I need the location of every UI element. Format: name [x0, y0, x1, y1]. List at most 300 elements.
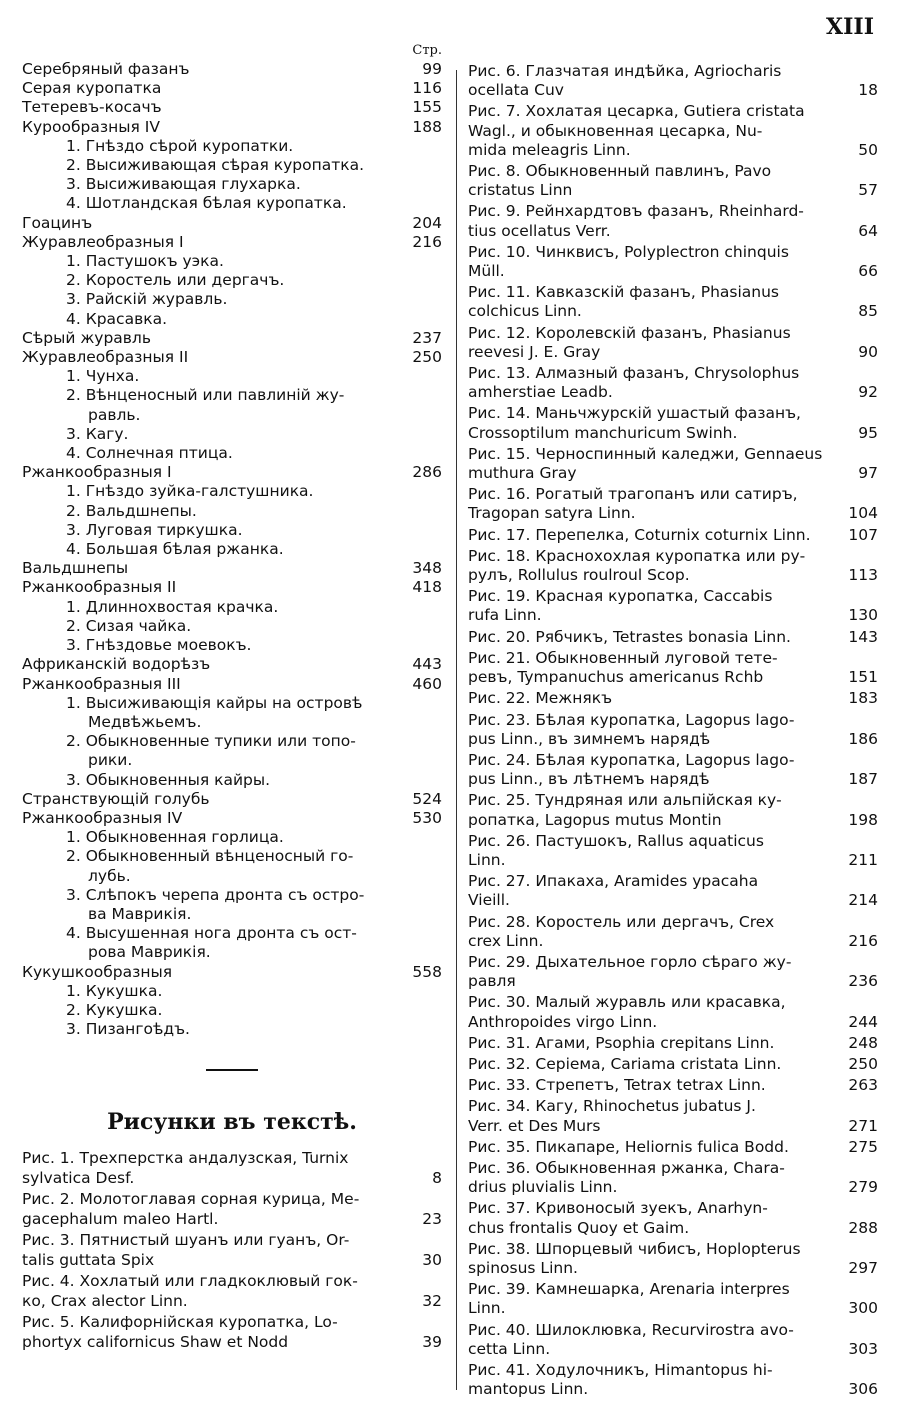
- figure-caption: [468, 791, 840, 829]
- figure-caption-line: Рис. 10. Чинквисъ, Polyplectron chinquis: [468, 242, 789, 261]
- figure-caption: [468, 1159, 840, 1197]
- toc-entry-text: Серебряный фазанъ: [22, 60, 190, 78]
- toc-entry-page: 116: [412, 79, 442, 98]
- toc-entry-text: 4. Красавка.: [66, 309, 167, 328]
- toc-entry: [22, 867, 442, 886]
- figure-caption-line: ко, Crax alector Linn.: [22, 1291, 188, 1310]
- figure-caption-line: равля: [468, 972, 516, 991]
- toc-entry-text: рики.: [88, 751, 133, 770]
- figure-caption: [468, 364, 840, 402]
- figure-caption-line: drius pluvialis Linn.: [468, 1178, 618, 1197]
- toc-entry-text: 3. Луговая тиркушка.: [66, 520, 243, 539]
- toc-entry: [22, 367, 442, 386]
- toc-entry: [22, 713, 442, 732]
- figure-entry: [468, 1159, 878, 1197]
- figure-entry: [22, 1231, 442, 1270]
- figure-entry: [468, 1199, 878, 1237]
- figure-caption-line: Рис. 31. Агами, Psophia crepitans Linn.: [468, 1033, 775, 1052]
- toc-entry-text: 4. Шотландская бѣлая куропатка.: [66, 194, 347, 213]
- toc-entry-text: Журавлеобразныя I: [22, 232, 184, 251]
- figure-entry: [468, 1280, 878, 1318]
- figure-caption-line: Linn.: [468, 850, 506, 869]
- figure-caption-line: Рис. 13. Алмазный фазанъ, Chrysolophus: [468, 364, 800, 383]
- figure-caption: [468, 1280, 840, 1318]
- section-rule: [206, 1069, 258, 1071]
- toc-entry: [22, 655, 442, 674]
- figure-entry: [468, 751, 878, 789]
- toc-entry-page: 188: [412, 117, 442, 136]
- toc-entry-text: 3. Райскій журавль.: [66, 290, 228, 309]
- figure-caption: [468, 1138, 840, 1157]
- figure-page: 104: [848, 504, 878, 523]
- figure-caption: [468, 1321, 840, 1359]
- figure-caption: [22, 1190, 404, 1229]
- toc-entry-text: Вальдшнепы: [22, 559, 129, 578]
- toc-entry-text: 2. Сизая чайка.: [66, 616, 192, 635]
- figure-entry: [468, 243, 878, 281]
- table-of-contents: [22, 60, 442, 1039]
- toc-entry: [22, 905, 442, 924]
- figure-entry: [468, 628, 878, 647]
- figure-entry: [468, 324, 878, 362]
- toc-entry-page: 250: [412, 348, 442, 367]
- figure-page: 113: [848, 566, 878, 585]
- toc-entry-text: 2. Вальдшнепы.: [66, 501, 197, 520]
- figure-caption: [22, 1272, 404, 1311]
- toc-entry-text: 2. Кукушка.: [66, 1000, 163, 1019]
- figure-caption: [22, 1231, 404, 1270]
- toc-entry: [22, 617, 442, 636]
- toc-entry: [22, 790, 442, 809]
- figure-caption: [468, 1076, 840, 1095]
- toc-entry-page: 237: [412, 328, 442, 347]
- toc-entry-text: 4. Высушенная нога дронта съ ост-: [66, 924, 357, 943]
- toc-entry: [22, 194, 442, 213]
- figure-entry: [468, 953, 878, 991]
- figure-entry: [468, 993, 878, 1031]
- toc-entry: [22, 310, 442, 329]
- figure-page: 64: [858, 221, 878, 240]
- toc-entry: [22, 118, 442, 137]
- toc-entry-page: 530: [412, 808, 442, 827]
- figure-caption-line: Verr. et Des Murs: [468, 1116, 601, 1135]
- toc-entry-text: Ржанкообразныя III: [22, 674, 181, 693]
- toc-entry-text: 3. Пизангоѣдъ.: [66, 1020, 190, 1039]
- figure-caption-line: Рис. 27. Ипакаха, Aramides ypacaha: [468, 872, 759, 891]
- figure-caption-line: Рис. 9. Рейнхардтовъ фазанъ, Rheinhard-: [468, 202, 804, 221]
- figure-page: 183: [848, 689, 878, 708]
- section-title: Рисунки въ текстѣ.: [107, 1109, 357, 1136]
- figure-caption: [468, 993, 840, 1031]
- figure-caption: [468, 1034, 840, 1053]
- right-column: [468, 62, 878, 1401]
- toc-entry-page: 418: [412, 578, 442, 597]
- toc-entry-text: 3. Высиживающая глухарка.: [66, 175, 301, 194]
- figure-caption-line: ревъ, Tympanuchus americanus Rchb: [468, 668, 764, 687]
- figure-caption: [22, 1149, 404, 1188]
- figure-caption: [468, 1097, 840, 1135]
- toc-entry-page: 558: [412, 962, 442, 981]
- figure-caption-line: Anthropoides virgo Linn.: [468, 1012, 658, 1031]
- toc-entry: [22, 559, 442, 578]
- figure-caption: [468, 445, 840, 483]
- figure-page: 50: [858, 140, 878, 159]
- toc-entry: [22, 771, 442, 790]
- toc-entry: [22, 828, 442, 847]
- figure-caption-line: Рис. 40. Шилоклювка, Recurvirostra avo-: [468, 1320, 794, 1339]
- figure-caption-line: Рис. 36. Обыкновенная ржанка, Chara-: [468, 1158, 785, 1177]
- figure-caption: [468, 547, 840, 585]
- toc-entry-text: Сѣрый журавль: [22, 328, 151, 347]
- figure-caption-line: mida meleagris Linn.: [468, 140, 631, 159]
- figure-entry: [468, 1240, 878, 1278]
- toc-entry: [22, 963, 442, 982]
- figure-caption-line: Рис. 41. Ходулочникъ, Himantopus hi-: [468, 1361, 773, 1379]
- figure-page: 288: [848, 1218, 878, 1237]
- toc-entry-text: Кукушкообразныя: [22, 962, 173, 981]
- figure-page: 8: [432, 1168, 442, 1187]
- figure-page: 198: [848, 810, 878, 829]
- figure-entry: [468, 485, 878, 523]
- figure-caption-line: ocellata Cuv: [468, 81, 564, 100]
- figure-caption: [468, 62, 840, 100]
- toc-entry-page: 204: [412, 213, 442, 232]
- figure-entry: [468, 913, 878, 951]
- toc-entry: [22, 271, 442, 290]
- figure-caption-line: Рис. 37. Кривоносый зуекъ, Anarhyn-: [468, 1199, 768, 1218]
- figure-caption-line: Рис. 8. Обыкновенный павлинъ, Pavo: [468, 162, 772, 181]
- figure-entry: [468, 283, 878, 321]
- toc-entry: [22, 137, 442, 156]
- page-number: XIII: [826, 14, 874, 40]
- toc-entry: [22, 406, 442, 425]
- toc-entry-text: 3. Обыкновенныя кайры.: [66, 770, 271, 789]
- figure-caption-line: amherstiae Leadb.: [468, 383, 613, 402]
- figure-caption-line: Рис. 30. Малый журавль или красавка,: [468, 993, 786, 1012]
- figure-caption: [468, 587, 840, 625]
- toc-entry-text: 1. Кукушка.: [66, 981, 163, 1000]
- toc-entry-text: Гоацинъ: [22, 213, 93, 232]
- figure-page: 187: [848, 770, 878, 789]
- toc-entry-text: 1. Гнѣздо сѣрой куропатки.: [66, 136, 294, 155]
- toc-entry: [22, 675, 442, 694]
- figure-list-left: [22, 1149, 442, 1352]
- figure-caption: [468, 243, 840, 281]
- figure-page: 186: [848, 729, 878, 748]
- toc-entry: [22, 214, 442, 233]
- toc-entry: [22, 521, 442, 540]
- figure-entry: [468, 1361, 878, 1399]
- figure-page: 90: [858, 342, 878, 361]
- toc-entry: [22, 290, 442, 309]
- figure-caption: [468, 324, 840, 362]
- toc-entry-text: 3. Кагу.: [66, 424, 129, 443]
- figure-entry: [468, 1076, 878, 1095]
- figure-page: 275: [848, 1137, 878, 1156]
- figure-list-right: [468, 62, 878, 1399]
- figure-caption: [22, 1313, 404, 1352]
- toc-entry: [22, 982, 442, 1001]
- figure-entry: [468, 832, 878, 870]
- figure-caption-line: ропатка, Lagopus mutus Montin: [468, 810, 722, 829]
- figure-page: 18: [858, 81, 878, 100]
- figure-caption-line: muthura Gray: [468, 464, 577, 483]
- figure-page: 300: [848, 1299, 878, 1318]
- figure-entry: [468, 1138, 878, 1157]
- figure-entry: [468, 872, 878, 910]
- toc-entry: [22, 694, 442, 713]
- toc-entry-text: лубь.: [88, 866, 131, 885]
- figure-entry: [22, 1313, 442, 1352]
- figure-page: 236: [848, 972, 878, 991]
- toc-entry: [22, 60, 442, 79]
- toc-entry: [22, 732, 442, 751]
- figure-page: 97: [858, 464, 878, 483]
- figure-entry: [468, 62, 878, 100]
- figure-caption: [468, 162, 840, 200]
- toc-entry: [22, 1020, 442, 1039]
- figure-caption-line: Рис. 32. Серіема, Cariama cristata Linn.: [468, 1054, 782, 1073]
- figure-page: 66: [858, 262, 878, 281]
- toc-entry-text: 1. Пастушокъ уэка.: [66, 252, 224, 271]
- figure-caption-line: Linn.: [468, 1299, 506, 1318]
- figure-caption: [468, 711, 840, 749]
- toc-entry-text: 3. Гнѣздовье моевокъ.: [66, 636, 252, 655]
- toc-entry-text: ва Маврикія.: [88, 904, 192, 923]
- toc-entry: [22, 329, 442, 348]
- figure-caption-line: Рис. 12. Королевскій фазанъ, Phasianus: [468, 323, 791, 342]
- figure-page: 57: [858, 181, 878, 200]
- figure-caption-line: Рис. 29. Дыхательное горло сѣраго жу-: [468, 952, 792, 971]
- figure-caption-line: Рис. 14. Маньчжурскій ушастый фазанъ,: [468, 404, 801, 423]
- toc-entry: [22, 751, 442, 770]
- figure-caption: [468, 689, 840, 708]
- figure-caption-line: Рис. 33. Стрепетъ, Tetrax tetrax Linn.: [468, 1076, 766, 1095]
- toc-entry-page: 524: [412, 789, 442, 808]
- figure-entry: [468, 1055, 878, 1074]
- figure-page: 23: [422, 1209, 442, 1228]
- figure-caption-line: mantopus Linn.: [468, 1380, 589, 1399]
- toc-entry-text: 2. Коростель или дергачъ.: [66, 271, 285, 290]
- figure-page: 143: [848, 627, 878, 646]
- figure-caption-line: Рис. 23. Бѣлая куропатка, Lagopus lago-: [468, 710, 795, 729]
- figure-caption-line: phortyx californicus Shaw et Nodd: [22, 1332, 289, 1351]
- figure-caption-line: Рис. 26. Пастушокъ, Rallus aquaticus: [468, 831, 764, 850]
- toc-entry-page: 286: [412, 463, 442, 482]
- figure-caption-line: Рис. 35. Пикапаре, Heliornis fulica Bodd.: [468, 1137, 789, 1156]
- figure-page: 216: [848, 931, 878, 950]
- figure-caption: [468, 283, 840, 321]
- figure-entry: [468, 162, 878, 200]
- figure-caption: [468, 832, 840, 870]
- toc-entry: [22, 943, 442, 962]
- figure-caption-line: Рис. 5. Калифорнійская куропатка, Lo-: [22, 1313, 338, 1332]
- toc-entry: [22, 847, 442, 866]
- toc-entry-text: Африканскій водорѣзъ: [22, 655, 211, 674]
- figure-page: 271: [848, 1116, 878, 1135]
- toc-entry-text: 4. Большая бѣлая ржанка.: [66, 540, 284, 559]
- toc-entry-text: 1. Гнѣздо зуйка-галстушника.: [66, 482, 314, 501]
- left-column: [22, 42, 442, 1354]
- toc-entry: [22, 540, 442, 559]
- figure-caption: [468, 953, 840, 991]
- figure-caption-line: cetta Linn.: [468, 1339, 551, 1358]
- toc-entry-text: Курообразныя IV: [22, 117, 160, 136]
- figure-caption-line: Рис. 39. Камнешарка, Arenaria interpres: [468, 1280, 790, 1299]
- toc-entry-text: 2. Обыкновенные тупики или топо-: [66, 732, 356, 751]
- toc-entry-page: 443: [412, 655, 442, 674]
- figure-caption: [468, 751, 840, 789]
- toc-entry-text: 2. Обыкновенный вѣнценосный го-: [66, 847, 354, 866]
- figure-caption-line: Рис. 3. Пятнистый шуанъ или гуанъ, Or-: [22, 1231, 350, 1250]
- figure-caption-line: Рис. 34. Кагу, Rhinochetus jubatus J.: [468, 1097, 756, 1116]
- figure-page: 248: [848, 1033, 878, 1052]
- figure-caption-line: Рис. 28. Коростель или дергачъ, Crex: [468, 912, 775, 931]
- figure-entry: [468, 649, 878, 687]
- figure-caption-line: Рис. 7. Хохлатая цесарка, Gutiera cristata: [468, 102, 805, 121]
- figure-page: 263: [848, 1076, 878, 1095]
- figure-caption-line: Рис. 11. Кавказскій фазанъ, Phasianus: [468, 283, 780, 302]
- figure-caption-line: pus Linn., въ лѣтнемъ нарядѣ: [468, 770, 710, 789]
- figure-entry: [468, 404, 878, 442]
- toc-entry: [22, 444, 442, 463]
- figure-caption: [468, 485, 840, 523]
- figure-caption-line: Рис. 38. Шпорцевый чибисъ, Hoplopterus: [468, 1239, 801, 1258]
- figure-caption: [468, 1199, 840, 1237]
- toc-entry: [22, 502, 442, 521]
- figure-caption-line: Müll.: [468, 262, 505, 281]
- figure-entry: [468, 102, 878, 160]
- figure-page: 303: [848, 1339, 878, 1358]
- figure-caption-line: Рис. 20. Рябчикъ, Tetrastes bonasia Linn.: [468, 627, 791, 646]
- figure-caption-line: rufa Linn.: [468, 606, 542, 625]
- figure-caption: [468, 202, 840, 240]
- figure-entry: [468, 1034, 878, 1053]
- figure-page: 130: [848, 606, 878, 625]
- figure-caption: [468, 1055, 840, 1074]
- toc-entry-text: 3. Слѣпокъ черепа дронта съ остро-: [66, 885, 365, 904]
- toc-entry: [22, 463, 442, 482]
- figure-caption-line: reevesi J. E. Gray: [468, 342, 601, 361]
- page-column-header: Стр.: [412, 43, 442, 58]
- toc-entry: [22, 252, 442, 271]
- figure-page: 32: [422, 1291, 442, 1310]
- toc-entry: [22, 156, 442, 175]
- toc-entry: [22, 425, 442, 444]
- toc-entry-text: 1. Обыкновенная горлица.: [66, 828, 284, 847]
- toc-entry-text: Ржанкообразныя II: [22, 578, 177, 597]
- toc-entry: [22, 1001, 442, 1020]
- figure-caption-line: Рис. 22. Межнякъ: [468, 689, 613, 708]
- toc-entry-text: 2. Высиживающая сѣрая куропатка.: [66, 156, 365, 175]
- toc-entry: [22, 578, 442, 597]
- toc-entry: [22, 482, 442, 501]
- figure-caption-line: pus Linn., въ зимнемъ нарядѣ: [468, 729, 711, 748]
- toc-entry-text: 1. Высиживающія кайры на островѣ: [66, 693, 363, 712]
- figure-page: 95: [858, 423, 878, 442]
- toc-entry: [22, 636, 442, 655]
- figure-entry: [468, 689, 878, 708]
- toc-entry-text: Журавлеобразныя II: [22, 348, 189, 367]
- figure-page: 297: [848, 1258, 878, 1277]
- toc-entry-text: Ржанкообразныя I: [22, 463, 172, 482]
- toc-entry-page: 99: [422, 60, 442, 78]
- figure-page: 250: [848, 1054, 878, 1073]
- toc-entry: [22, 924, 442, 943]
- figure-caption-line: Vieill.: [468, 891, 510, 910]
- figure-caption-line: colchicus Linn.: [468, 302, 582, 321]
- figure-caption-line: рулъ, Rollulus roulroul Scop.: [468, 566, 690, 585]
- figure-page: 306: [848, 1380, 878, 1399]
- figure-caption-line: Рис. 24. Бѣлая куропатка, Lagopus lago-: [468, 750, 795, 769]
- toc-entry-text: Странствующій голубь: [22, 789, 210, 808]
- toc-entry-text: 2. Вѣнценосный или павлиній жу-: [66, 386, 345, 405]
- toc-entry-text: Тетеревъ-косачъ: [22, 98, 162, 117]
- toc-entry: [22, 175, 442, 194]
- figure-caption-line: Рис. 17. Перепелка, Coturnix coturnix Linn.: [468, 525, 811, 544]
- figure-caption: [468, 1240, 840, 1278]
- figure-caption-line: Рис. 6. Глазчатая индѣйка, Agriocharis: [468, 62, 782, 80]
- figure-entry: [468, 1097, 878, 1135]
- figure-page: 151: [848, 668, 878, 687]
- figure-page: 279: [848, 1178, 878, 1197]
- figure-caption-line: cristatus Linn: [468, 181, 573, 200]
- toc-entry: [22, 348, 442, 367]
- toc-entry: [22, 809, 442, 828]
- toc-entry-text: рова Маврикія.: [88, 943, 211, 962]
- figure-caption-line: Рис. 15. Черноспинный каледжи, Gennaeus: [468, 444, 823, 463]
- toc-entry: [22, 598, 442, 617]
- figure-page: 107: [848, 525, 878, 544]
- figure-caption: [468, 1361, 840, 1399]
- figure-caption-line: gacephalum maleo Hartl.: [22, 1209, 219, 1228]
- figure-entry: [468, 587, 878, 625]
- toc-entry-page: 348: [412, 559, 442, 578]
- figure-caption-line: Рис. 16. Рогатый трагопанъ или сатиръ,: [468, 485, 798, 504]
- figure-entry: [468, 1321, 878, 1359]
- figure-caption-line: Wagl., и обыкновенная цесарка, Nu-: [468, 121, 763, 140]
- figure-caption-line: sylvatica Desf.: [22, 1168, 135, 1187]
- figure-caption: [468, 526, 840, 545]
- figure-caption-line: Рис. 19. Красная куропатка, Caccabis: [468, 587, 773, 606]
- figure-caption-line: talis guttata Spix: [22, 1250, 155, 1269]
- toc-entry-text: 1. Чунха.: [66, 367, 140, 386]
- figure-caption-line: Рис. 1. Трехперстка андалузская, Turnix: [22, 1149, 349, 1168]
- toc-entry: [22, 886, 442, 905]
- figure-entry: [468, 791, 878, 829]
- figure-caption-line: Рис. 4. Хохлатый или гладкоклювый гок-: [22, 1272, 358, 1291]
- figure-entry: [22, 1149, 442, 1188]
- figure-entry: [468, 202, 878, 240]
- figure-caption-line: chus frontalis Quoy et Gaim.: [468, 1218, 690, 1237]
- toc-entry-page: 460: [412, 674, 442, 693]
- figure-caption: [468, 628, 840, 647]
- figure-entry: [468, 711, 878, 749]
- figure-caption: [468, 913, 840, 951]
- toc-entry-text: Ржанкообразныя IV: [22, 808, 183, 827]
- toc-entry-text: 1. Длиннохвостая крачка.: [66, 597, 279, 616]
- figure-caption-line: crex Linn.: [468, 931, 544, 950]
- figure-entry: [468, 445, 878, 483]
- figure-caption: [468, 649, 840, 687]
- figure-caption-line: Crossoptilum manchuricum Swinh.: [468, 423, 738, 442]
- figure-page: 214: [848, 891, 878, 910]
- figure-entry: [22, 1190, 442, 1229]
- figure-entry: [468, 364, 878, 402]
- toc-entry: [22, 386, 442, 405]
- figure-page: 85: [858, 302, 878, 321]
- toc-entry-text: равль.: [88, 405, 141, 424]
